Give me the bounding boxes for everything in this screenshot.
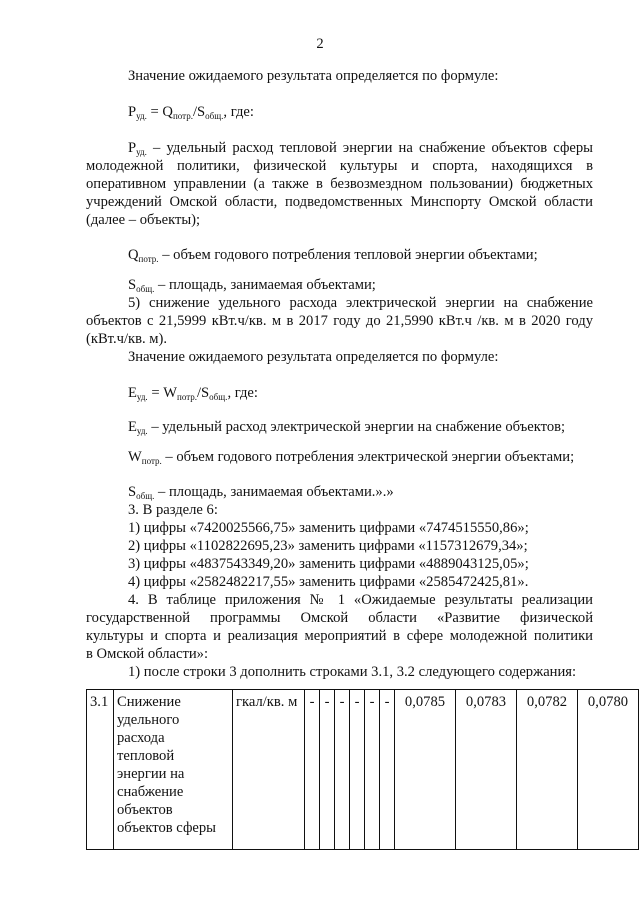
unit-cell: гкал/кв. м xyxy=(233,690,305,850)
value-cell: 0,0783 xyxy=(456,690,517,850)
subitem-1: 1) после строки 3 дополнить строками 3.1, 3.2 следующего содержания: xyxy=(128,664,577,680)
section-4-line2: государственной программы Омской области «Развитие физической xyxy=(86,610,593,626)
results-table xyxy=(86,689,639,850)
replacement-item: 1) цифры «7420025566,75» заменить цифрами «7474515550,86»; xyxy=(128,520,529,536)
dash-cell: - xyxy=(365,690,380,850)
value-cell: 0,0785 xyxy=(395,690,456,850)
value-cell: 0,0782 xyxy=(517,690,578,850)
section-3-heading: 3. В разделе 6: xyxy=(128,502,218,518)
indicator-name: Снижение удельного расхода тепловой энергии на снабжение объектов объектов сферы xyxy=(114,690,233,850)
replacement-item: 2) цифры «1102822695,23» заменить цифрами «1157312679,34»; xyxy=(128,538,528,554)
page-number: 2 xyxy=(316,36,324,52)
item5-line2: объектов с 21,5999 кВт.ч/кв. м в 2017 году до 21,5990 кВт.ч /кв. м в 2020 году xyxy=(86,313,593,329)
replacement-item: 3) цифры «4837543349,20» заменить цифрами «4889043125,05»; xyxy=(128,556,529,572)
dash-cell: - xyxy=(305,690,320,850)
dash-cell: - xyxy=(380,690,395,850)
dash-cell: - xyxy=(335,690,350,850)
def-e: $E_{уд.}$ – удельный расход электрической энергии на снабжение объектов; xyxy=(128,419,566,436)
formula-heading-1: Значение ожидаемого результата определяется по формуле: xyxy=(128,68,499,84)
replacement-item: 4) цифры «2582482217,55» заменить цифрами «2585472425,81». xyxy=(128,574,529,590)
section-4-line3: культуры и спорта и реализация мероприятий в сфере молодежной политики xyxy=(86,628,593,644)
formula-1: $P_{уд.} = Q_{потр.}/S_{общ.}$, где: xyxy=(128,104,254,121)
row-number: 3.1 xyxy=(87,690,114,850)
def-s-2: $S_{общ.}$ – площадь, занимаемая объектами.».» xyxy=(128,484,394,501)
section-4-line4: в Омской области»: xyxy=(86,646,209,662)
def-w: $W_{потр.}$ – объем годового потребления электрической энергии объектами; xyxy=(128,449,575,466)
item5-line3: (кВт.ч/кв. м). xyxy=(86,331,168,347)
formula-2: $E_{уд.} = W_{потр.}/S_{общ.}$, где: xyxy=(128,385,258,402)
def-s-1: $S_{общ.}$ – площадь, занимаемая объектами; xyxy=(128,277,376,294)
table-row xyxy=(87,690,639,850)
item5-line1: 5) снижение удельного расхода электрической энергии на снабжение xyxy=(128,295,593,311)
dash-cell: - xyxy=(320,690,335,850)
def-p-line5: (далее – объекты); xyxy=(86,212,201,228)
def-p-line1: $P_{уд.}$ – удельный расход тепловой энергии на снабжение объектов сферы xyxy=(128,140,593,157)
dash-cell: - xyxy=(350,690,365,850)
formula-heading-2: Значение ожидаемого результата определяется по формуле: xyxy=(128,349,499,365)
def-q: $Q_{потр.}$ – объем годового потребления тепловой энергии объектами; xyxy=(128,247,538,264)
value-cell: 0,0780 xyxy=(578,690,639,850)
def-p-line2: молодежной политики, физической культуры и спорта, находящихся в xyxy=(86,158,593,174)
def-p-line4: учреждений Омской области, подведомственных Минспорту Омской области xyxy=(86,194,593,210)
section-4-line1: 4. В таблице приложения № 1 «Ожидаемые результаты реализации xyxy=(128,592,593,608)
def-p-line3: оперативном управлении (а также в безвозмездном пользовании) бюджетных xyxy=(86,176,593,192)
